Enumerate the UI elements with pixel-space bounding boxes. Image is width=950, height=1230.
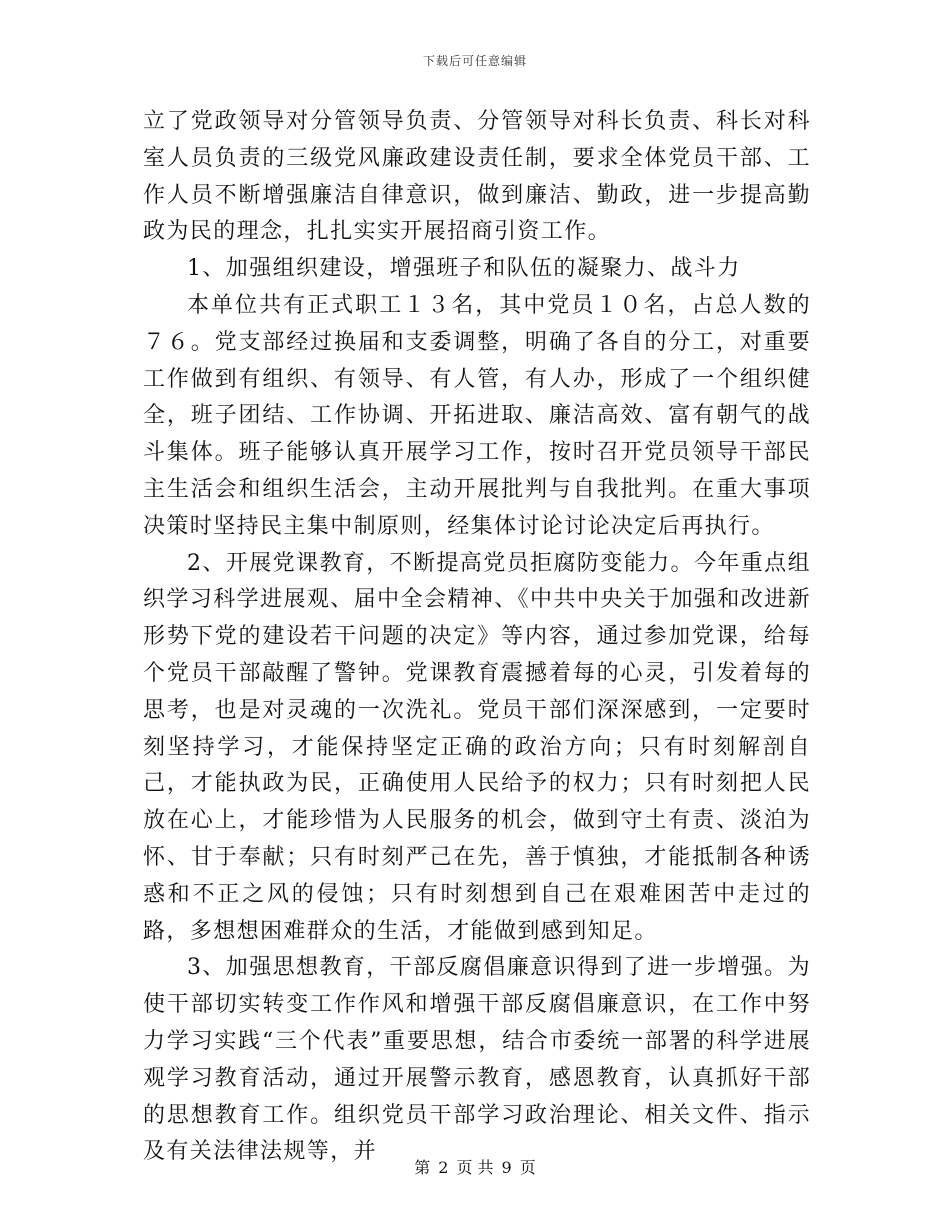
total-pages: 9 [501, 1158, 512, 1177]
paragraph-ideological-education: 3、加强思想教育，干部反腐倡廉意识得到了进一步增强。为使干部切实转变工作作风和增强干部反腐倡廉意识，在工作中努力学习实践“三个代表”重要思想，结合市委统一部署的科学进展观学习教育活动，通过开展警示教育，感恩教育，认真抓好干部的思想教育工作。组织党员干部学习政治理论、相关文件、指示及有关法律法规等，并 [143, 955, 811, 1165]
page-number: 2 [438, 1158, 449, 1177]
footer-prefix: 第 [414, 1158, 431, 1177]
page-header: 下载后可任意编辑 [422, 54, 527, 68]
paragraph-party-lessons: 2、开展党课教育，不断提高党员拒腐防变能力。今年重点组织学习科学进展观、届中全会精神、《中共中央关于加强和改进新形势下党的建设若干问题的决定》等内容，通过参加党课，给每个党员干部敲醒了警钟。党课教育震撼着每的心灵，引发着每的思考，也是对灵魂的一次洗礼。党员干部们深深感到，一定要时刻坚持学习，才能保持坚定正确的政治方向；只有时刻解剖自己，才能执政为民，正确使用人民给予的权力；只有时刻把人民放在心上，才能珍惜为人民服务的机会，做到守土有责、淡泊为怀、甘于奉献；只有时刻严己在先，善于慎独，才能抵制各种诱惑和不正之风的侵蚀；只有时刻想到自己在艰难困苦中走过的路，多想想困难群众的生活，才能做到感到知足。 [143, 550, 811, 944]
paragraph-continuation: 立了党政领导对分管领导负责、分管领导对科长负责、科长对科室人员负责的三级党风廉政建设责任制，要求全体党员干部、工作人员不断增强廉洁自律意识，做到廉洁、勤政，进一步提高勤政为民的理念，扎扎实实开展招商引资工作。 [143, 109, 811, 245]
footer-suffix: 页 [519, 1158, 536, 1177]
section-heading-organization: 1、加强组织建设，增强班子和队伍的凝聚力、战斗力 [187, 256, 741, 282]
paragraph-staff: 本单位共有正式职工１３名，其中党员１０名，占总人数的７６。党支部经过换届和支委调整，明确了各自的分工，对重要工作做到有组织、有领导、有人管，有人办，形成了一个组织健全，班子团结、工作协调、开拓进取、廉洁高效、富有朝气的战斗集体。班子能够认真开展学习工作，按时召开党员领导干部民主生活会和组织生活会，主动开展批判与自我批判。在重大事项决策时坚持民主集中制原则，经集体讨论讨论决定后再执行。 [143, 292, 811, 539]
document-body [143, 104, 811, 1171]
page-footer [0, 1155, 950, 1178]
footer-middle: 页 共 [456, 1158, 494, 1177]
